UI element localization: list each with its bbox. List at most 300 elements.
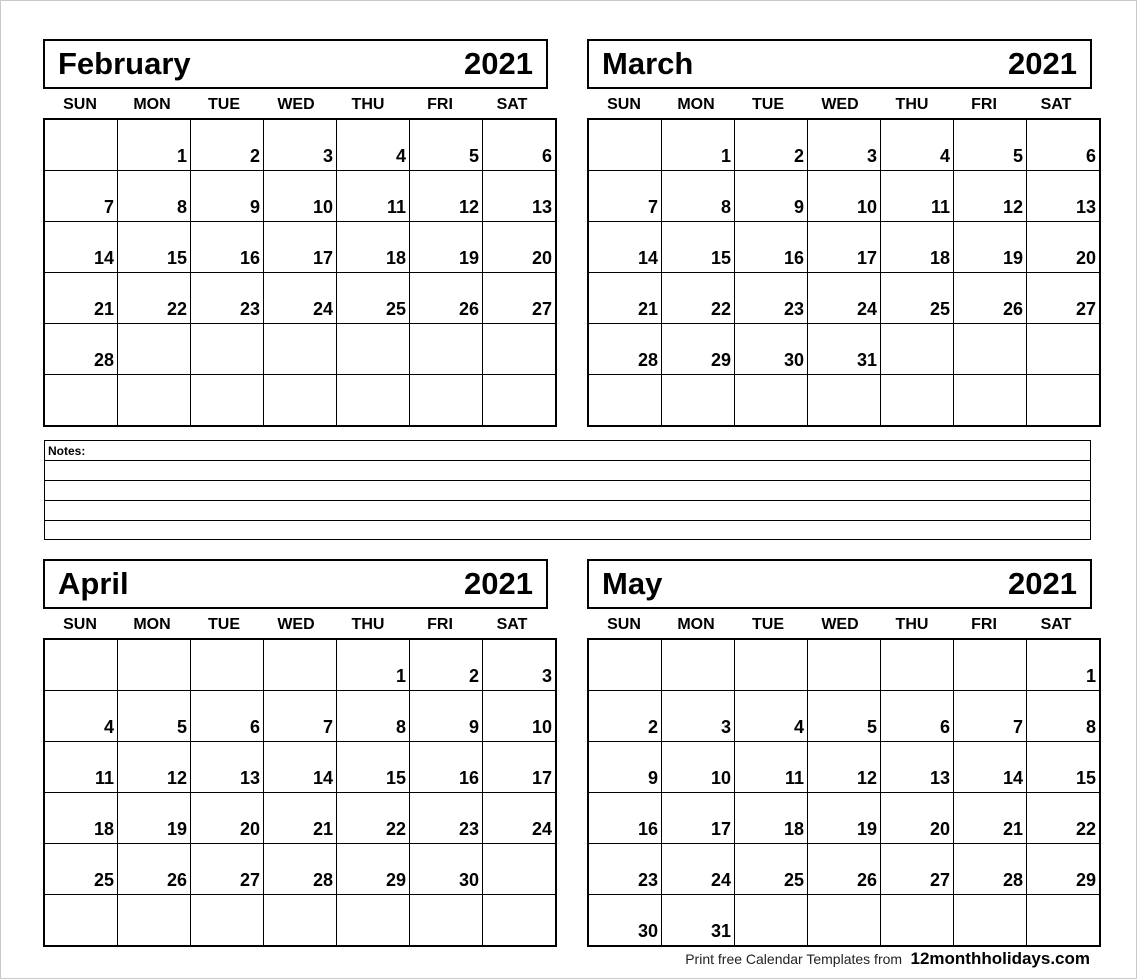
day-number: 14 (93, 248, 114, 268)
month-year: 2021 (464, 566, 533, 601)
day-number: 27 (929, 870, 950, 890)
day-number: 18 (93, 819, 114, 839)
day-cell[interactable] (662, 119, 735, 171)
day-cell[interactable] (808, 222, 881, 273)
day-number: 4 (939, 146, 950, 166)
day-cell[interactable] (483, 793, 557, 844)
day-cell[interactable] (881, 324, 954, 375)
day-cell[interactable] (1027, 375, 1101, 427)
day-cell[interactable] (44, 895, 118, 947)
notes-line (45, 460, 1090, 461)
day-cell[interactable] (191, 691, 264, 742)
day-cell[interactable] (735, 171, 808, 222)
day-cell[interactable] (881, 171, 954, 222)
day-cell[interactable] (808, 895, 881, 947)
day-cell[interactable] (44, 742, 118, 793)
day-cell[interactable] (588, 171, 662, 222)
day-number: 27 (1075, 299, 1096, 319)
day-cell[interactable] (337, 844, 410, 895)
day-cell[interactable] (410, 691, 483, 742)
day-cell[interactable] (954, 844, 1027, 895)
day-cell[interactable] (662, 639, 735, 691)
day-number: 2 (468, 666, 479, 686)
day-cell[interactable] (118, 793, 191, 844)
day-cell[interactable] (662, 171, 735, 222)
day-number: 13 (531, 197, 552, 217)
day-cell[interactable] (44, 119, 118, 171)
day-number: 19 (1002, 248, 1023, 268)
day-number: 18 (929, 248, 950, 268)
day-cell[interactable] (44, 375, 118, 427)
day-cell[interactable] (44, 639, 118, 691)
day-number: 24 (710, 870, 731, 890)
day-number: 25 (929, 299, 950, 319)
day-cell[interactable] (191, 119, 264, 171)
footer-text: Print free Calendar Templates from (685, 951, 903, 967)
day-cell[interactable] (662, 273, 735, 324)
weekday-label: SUN (607, 96, 641, 113)
day-number: 4 (395, 146, 406, 166)
day-cell[interactable] (483, 324, 557, 375)
day-number: 7 (322, 717, 333, 737)
notes-line (45, 520, 1090, 521)
day-cell[interactable] (337, 895, 410, 947)
weekday-label: WED (821, 616, 859, 633)
day-cell[interactable] (337, 639, 410, 691)
day-number: 2 (647, 717, 658, 737)
month-name: February (58, 46, 191, 81)
day-cell[interactable] (118, 895, 191, 947)
day-cell[interactable] (118, 273, 191, 324)
day-cell[interactable] (191, 273, 264, 324)
day-cell[interactable] (410, 639, 483, 691)
day-cell[interactable] (881, 273, 954, 324)
day-number: 6 (1085, 146, 1096, 166)
day-number: 15 (166, 248, 187, 268)
day-number: 18 (385, 248, 406, 268)
day-cell[interactable] (1027, 639, 1101, 691)
weekday-label: TUE (752, 96, 784, 113)
weekday-label: SAT (1040, 616, 1072, 633)
footer-site-link[interactable]: 12monthholidays.com (910, 949, 1090, 968)
day-cell[interactable] (483, 273, 557, 324)
day-cell[interactable] (588, 222, 662, 273)
day-cell[interactable] (44, 793, 118, 844)
day-cell[interactable] (735, 324, 808, 375)
month-year: 2021 (1008, 46, 1077, 81)
day-cell[interactable] (881, 222, 954, 273)
day-number: 29 (710, 350, 731, 370)
day-cell[interactable] (735, 639, 808, 691)
month-year: 2021 (1008, 566, 1077, 601)
day-number: 21 (93, 299, 114, 319)
day-cell[interactable] (264, 742, 337, 793)
weekday-label: SAT (496, 96, 528, 113)
day-cell[interactable] (808, 742, 881, 793)
day-cell[interactable] (735, 222, 808, 273)
day-cell[interactable] (264, 273, 337, 324)
day-number: 20 (929, 819, 950, 839)
day-cell[interactable] (588, 793, 662, 844)
month-header (43, 39, 548, 89)
day-cell[interactable] (264, 844, 337, 895)
day-number: 31 (710, 921, 731, 941)
day-cell[interactable] (881, 639, 954, 691)
weekday-label: MON (133, 96, 171, 113)
day-cell[interactable] (1027, 119, 1101, 171)
weekday-label: WED (821, 96, 859, 113)
day-number: 3 (866, 146, 877, 166)
weekday-label: FRI (427, 616, 453, 633)
day-cell[interactable] (118, 119, 191, 171)
day-cell[interactable] (483, 222, 557, 273)
day-cell[interactable] (735, 844, 808, 895)
notes-label: Notes: (48, 444, 86, 458)
day-cell[interactable] (588, 273, 662, 324)
day-number: 19 (856, 819, 877, 839)
day-cell[interactable] (264, 639, 337, 691)
day-cell[interactable] (191, 324, 264, 375)
weekday-label: MON (133, 616, 171, 633)
day-number: 15 (1075, 768, 1096, 788)
day-number: 7 (1012, 717, 1023, 737)
day-cell[interactable] (954, 324, 1027, 375)
day-cell[interactable] (191, 793, 264, 844)
day-cell[interactable] (881, 793, 954, 844)
day-cell[interactable] (264, 119, 337, 171)
day-cell[interactable] (588, 844, 662, 895)
week-row (44, 222, 556, 273)
week-row (588, 691, 1100, 742)
day-cell[interactable] (808, 639, 881, 691)
weekday-label: SUN (607, 616, 641, 633)
day-cell[interactable] (410, 222, 483, 273)
day-cell[interactable] (808, 324, 881, 375)
month-name: March (602, 46, 694, 81)
day-number: 6 (249, 717, 260, 737)
day-cell[interactable] (264, 375, 337, 427)
notes-line (45, 500, 1090, 501)
day-cell[interactable] (264, 691, 337, 742)
day-number: 6 (541, 146, 552, 166)
day-cell[interactable] (881, 119, 954, 171)
day-cell[interactable] (1027, 895, 1101, 947)
day-cell[interactable] (881, 895, 954, 947)
day-cell[interactable] (735, 375, 808, 427)
weekday-label: WED (277, 96, 315, 113)
day-cell[interactable] (337, 742, 410, 793)
day-number: 10 (531, 717, 552, 737)
day-cell[interactable] (662, 691, 735, 742)
day-number: 27 (531, 299, 552, 319)
day-cell[interactable] (1027, 324, 1101, 375)
day-cell[interactable] (1027, 844, 1101, 895)
day-number: 26 (458, 299, 479, 319)
day-cell[interactable] (735, 119, 808, 171)
day-number: 28 (93, 350, 114, 370)
day-cell[interactable] (118, 639, 191, 691)
day-number: 21 (1002, 819, 1023, 839)
day-number: 13 (239, 768, 260, 788)
day-cell[interactable] (954, 375, 1027, 427)
day-cell[interactable] (483, 691, 557, 742)
day-cell[interactable] (808, 375, 881, 427)
day-cell[interactable] (191, 222, 264, 273)
day-cell[interactable] (118, 742, 191, 793)
day-cell[interactable] (1027, 222, 1101, 273)
week-row (44, 793, 556, 844)
day-cell[interactable] (118, 691, 191, 742)
day-cell[interactable] (410, 793, 483, 844)
day-number: 30 (783, 350, 804, 370)
day-cell[interactable] (191, 639, 264, 691)
day-cell[interactable] (588, 375, 662, 427)
day-cell[interactable] (1027, 171, 1101, 222)
day-cell[interactable] (735, 273, 808, 324)
day-cell[interactable] (264, 895, 337, 947)
day-cell[interactable] (881, 691, 954, 742)
day-number: 28 (637, 350, 658, 370)
day-cell[interactable] (44, 222, 118, 273)
day-cell[interactable] (1027, 691, 1101, 742)
day-cell[interactable] (337, 273, 410, 324)
weekday-label: THU (895, 96, 929, 113)
day-number: 16 (458, 768, 479, 788)
day-number: 20 (1075, 248, 1096, 268)
day-number: 26 (1002, 299, 1023, 319)
month-header (587, 39, 1092, 89)
day-number: 12 (458, 197, 479, 217)
day-cell[interactable] (954, 639, 1027, 691)
day-cell[interactable] (808, 691, 881, 742)
day-cell[interactable] (118, 222, 191, 273)
day-cell[interactable] (337, 375, 410, 427)
day-cell[interactable] (735, 895, 808, 947)
day-cell[interactable] (808, 273, 881, 324)
day-cell[interactable] (191, 844, 264, 895)
day-number: 11 (784, 768, 804, 788)
day-number: 7 (647, 197, 658, 217)
day-cell[interactable] (881, 375, 954, 427)
weekday-label: SAT (1040, 96, 1072, 113)
day-cell[interactable] (118, 375, 191, 427)
day-cell[interactable] (954, 222, 1027, 273)
day-cell[interactable] (954, 793, 1027, 844)
month-header (43, 559, 548, 609)
day-cell[interactable] (588, 324, 662, 375)
day-cell[interactable] (588, 742, 662, 793)
day-cell[interactable] (483, 119, 557, 171)
day-cell[interactable] (337, 171, 410, 222)
weekday-label: THU (351, 616, 385, 633)
day-cell[interactable] (44, 691, 118, 742)
day-cell[interactable] (264, 793, 337, 844)
weekday-label: FRI (971, 616, 997, 633)
week-row (588, 222, 1100, 273)
day-cell[interactable] (808, 171, 881, 222)
day-cell[interactable] (588, 119, 662, 171)
day-cell[interactable] (662, 844, 735, 895)
day-cell[interactable] (954, 273, 1027, 324)
day-number: 3 (541, 666, 552, 686)
day-cell[interactable] (483, 844, 557, 895)
day-cell[interactable] (1027, 742, 1101, 793)
week-row (588, 171, 1100, 222)
day-cell[interactable] (954, 895, 1027, 947)
day-number: 12 (1002, 197, 1023, 217)
day-cell[interactable] (735, 742, 808, 793)
day-number: 10 (710, 768, 731, 788)
day-cell[interactable] (191, 742, 264, 793)
weekday-label: THU (895, 616, 929, 633)
day-cell[interactable] (44, 171, 118, 222)
calendar-grid (587, 638, 1101, 947)
weekday-label: SUN (63, 616, 97, 633)
day-cell[interactable] (588, 691, 662, 742)
day-cell[interactable] (44, 324, 118, 375)
weekday-label: FRI (427, 96, 453, 113)
day-cell[interactable] (264, 222, 337, 273)
day-number: 5 (866, 717, 877, 737)
day-number: 15 (710, 248, 731, 268)
day-cell[interactable] (954, 691, 1027, 742)
day-number: 12 (166, 768, 187, 788)
day-cell[interactable] (662, 324, 735, 375)
day-number: 24 (856, 299, 877, 319)
day-number: 22 (166, 299, 187, 319)
day-cell[interactable] (808, 844, 881, 895)
weekday-label: TUE (752, 616, 784, 633)
day-cell[interactable] (662, 375, 735, 427)
day-number: 14 (312, 768, 333, 788)
day-cell[interactable] (264, 324, 337, 375)
week-row (44, 691, 556, 742)
day-cell[interactable] (191, 171, 264, 222)
day-cell[interactable] (410, 375, 483, 427)
weekday-label: MON (677, 616, 715, 633)
day-number: 17 (312, 248, 333, 268)
day-cell[interactable] (662, 742, 735, 793)
day-number: 26 (166, 870, 187, 890)
day-cell[interactable] (954, 171, 1027, 222)
day-cell[interactable] (118, 324, 191, 375)
day-cell[interactable] (191, 895, 264, 947)
day-cell[interactable] (410, 273, 483, 324)
day-cell[interactable] (483, 895, 557, 947)
day-cell[interactable] (337, 793, 410, 844)
day-cell[interactable] (337, 691, 410, 742)
day-cell[interactable] (410, 895, 483, 947)
day-cell[interactable] (483, 742, 557, 793)
day-number: 30 (458, 870, 479, 890)
day-number: 1 (176, 146, 187, 166)
weekday-label: TUE (208, 616, 240, 633)
day-number: 23 (239, 299, 260, 319)
day-number: 3 (720, 717, 731, 737)
weekday-label: FRI (971, 96, 997, 113)
day-number: 28 (1002, 870, 1023, 890)
day-cell[interactable] (735, 691, 808, 742)
day-number: 14 (637, 248, 658, 268)
day-cell[interactable] (588, 639, 662, 691)
day-cell[interactable] (483, 639, 557, 691)
day-number: 18 (783, 819, 804, 839)
day-cell[interactable] (735, 793, 808, 844)
day-cell[interactable] (264, 171, 337, 222)
day-number: 25 (93, 870, 114, 890)
day-number: 21 (637, 299, 658, 319)
day-cell[interactable] (808, 793, 881, 844)
week-row (44, 171, 556, 222)
day-cell[interactable] (1027, 273, 1101, 324)
day-cell[interactable] (881, 844, 954, 895)
week-row (588, 639, 1100, 691)
week-row (588, 895, 1100, 947)
day-cell[interactable] (410, 119, 483, 171)
month-name: May (602, 566, 663, 601)
day-cell[interactable] (410, 171, 483, 222)
day-number: 8 (395, 717, 406, 737)
day-number: 19 (166, 819, 187, 839)
day-cell[interactable] (881, 742, 954, 793)
week-row (44, 324, 556, 375)
day-number: 16 (637, 819, 658, 839)
day-number: 22 (1075, 819, 1096, 839)
month-header (587, 559, 1092, 609)
day-cell[interactable] (118, 171, 191, 222)
day-cell[interactable] (337, 119, 410, 171)
week-row (588, 793, 1100, 844)
day-cell[interactable] (44, 273, 118, 324)
day-number: 9 (647, 768, 658, 788)
day-number: 29 (385, 870, 406, 890)
day-cell[interactable] (118, 844, 191, 895)
day-cell[interactable] (588, 895, 662, 947)
day-cell[interactable] (337, 324, 410, 375)
day-number: 9 (793, 197, 804, 217)
day-cell[interactable] (1027, 793, 1101, 844)
day-cell[interactable] (662, 793, 735, 844)
day-cell[interactable] (808, 119, 881, 171)
notes-box[interactable] (44, 440, 1091, 540)
day-cell[interactable] (410, 324, 483, 375)
day-cell[interactable] (954, 119, 1027, 171)
day-number: 17 (856, 248, 877, 268)
weekday-label: THU (351, 96, 385, 113)
day-cell[interactable] (337, 222, 410, 273)
week-row (588, 273, 1100, 324)
day-number: 20 (531, 248, 552, 268)
day-cell[interactable] (483, 375, 557, 427)
day-cell[interactable] (954, 742, 1027, 793)
day-number: 14 (1002, 768, 1023, 788)
day-cell[interactable] (410, 742, 483, 793)
day-cell[interactable] (410, 844, 483, 895)
day-number: 10 (856, 197, 877, 217)
day-cell[interactable] (662, 222, 735, 273)
footer (685, 949, 1090, 970)
day-number: 13 (1075, 197, 1096, 217)
weekday-label: SAT (496, 616, 528, 633)
day-cell[interactable] (44, 844, 118, 895)
day-cell[interactable] (662, 895, 735, 947)
day-cell[interactable] (483, 171, 557, 222)
day-number: 25 (385, 299, 406, 319)
day-number: 1 (1085, 666, 1096, 686)
day-number: 6 (939, 717, 950, 737)
day-number: 30 (637, 921, 658, 941)
day-cell[interactable] (191, 375, 264, 427)
